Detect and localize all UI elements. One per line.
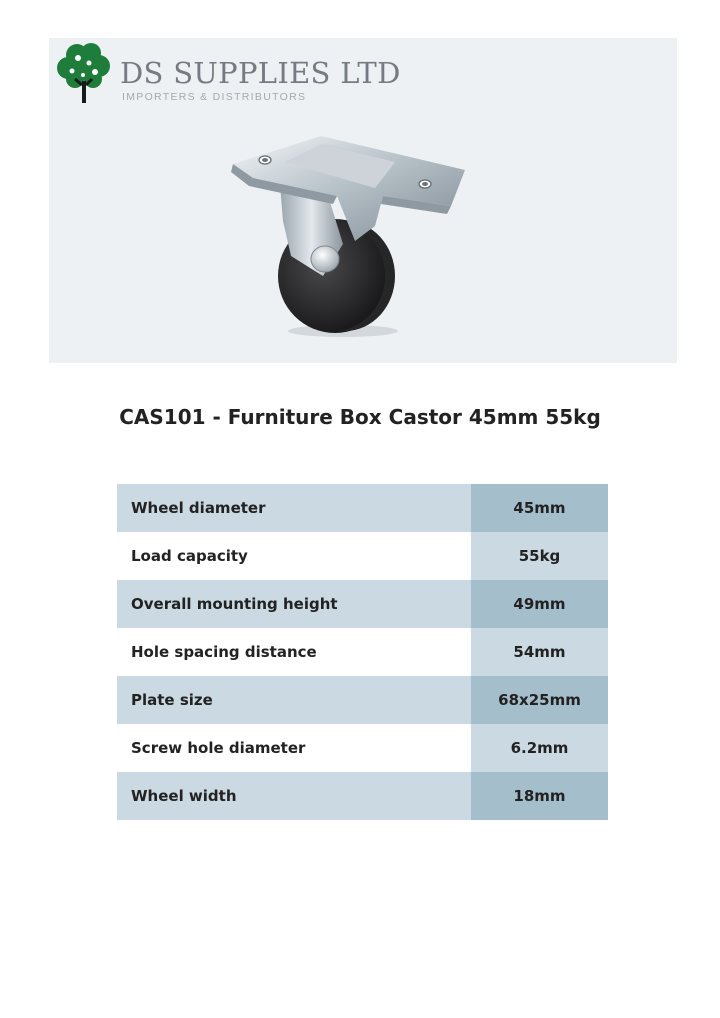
spec-value: 68x25mm (471, 676, 608, 724)
table-row (117, 724, 608, 772)
table-row (117, 532, 608, 580)
spec-value: 54mm (471, 628, 608, 676)
table-row (117, 676, 608, 724)
table-row (117, 580, 608, 628)
spec-table (117, 484, 608, 820)
spec-value: 49mm (471, 580, 608, 628)
spec-label: Overall mounting height (117, 580, 471, 628)
spec-label: Screw hole diameter (117, 724, 471, 772)
spec-value: 55kg (471, 532, 608, 580)
spec-label: Wheel width (117, 772, 471, 820)
product-title: CAS101 - Furniture Box Castor 45mm 55kg (119, 405, 601, 429)
table-row (117, 772, 608, 820)
spec-value: 6.2mm (471, 724, 608, 772)
spec-value: 45mm (471, 484, 608, 532)
spec-label: Hole spacing distance (117, 628, 471, 676)
spec-value: 18mm (471, 772, 608, 820)
company-name: DS SUPPLIES LTD (120, 56, 401, 90)
table-row (117, 484, 608, 532)
spec-label: Wheel diameter (117, 484, 471, 532)
spec-label: Load capacity (117, 532, 471, 580)
tree-logo-icon (55, 41, 113, 105)
company-tagline: IMPORTERS & DISTRIBUTORS (122, 91, 307, 103)
castor-wheel-image (225, 126, 485, 341)
product-hero (49, 38, 677, 363)
spec-label: Plate size (117, 676, 471, 724)
table-row (117, 628, 608, 676)
